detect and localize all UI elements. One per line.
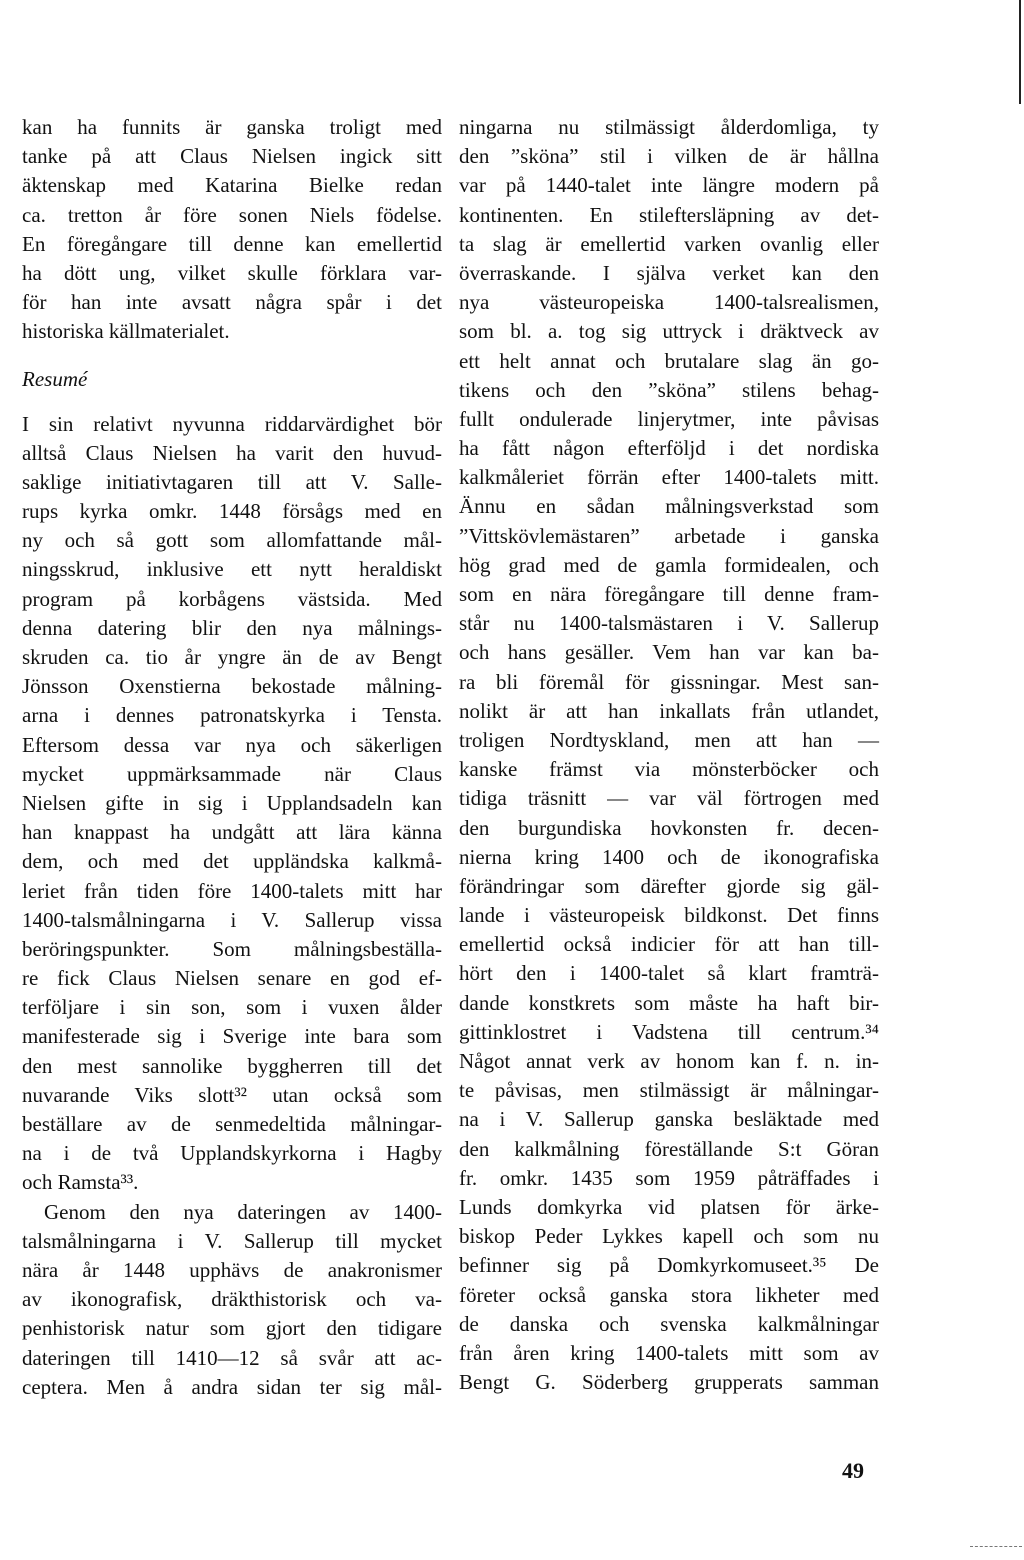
text-line: Bengt G. Söderberg grupperats samman xyxy=(459,1370,879,1395)
text-line: ta slag är emellertid varken ovanlig eller xyxy=(459,231,879,256)
text-line: av ikonografisk, dräkthistorisk och va- xyxy=(22,1287,442,1312)
text-line: nierna kring 1400 och de ikonografiska xyxy=(459,844,879,869)
text-line: från åren kring 1400-talets mitt som av xyxy=(459,1340,879,1365)
text-line: tanke på att Claus Nielsen ingick sitt xyxy=(22,144,442,169)
text-line: nuvarande Viks slott³² utan också som xyxy=(22,1082,442,1107)
text-line: står nu 1400-talsmästaren i V. Sallerup xyxy=(459,611,879,636)
text-line: nya västeuropeiska 1400-talsrealismen, xyxy=(459,290,879,315)
text-line: En föregångare till denne kan emellertid xyxy=(22,231,442,256)
text-line: ningarna nu stilmässigt ålderdomliga, ty xyxy=(459,115,879,139)
paragraph-resume xyxy=(22,410,442,1198)
text-line: dem, och med det uppländska kalkmå- xyxy=(22,849,442,874)
text-line: leriet från tiden före 1400-talets mitt har xyxy=(22,878,442,903)
text-line: den ”sköna” stil i vilken de är hållna xyxy=(459,144,879,169)
text-line: kan ha funnits är ganska troligt med xyxy=(22,115,442,139)
text-line: re fick Claus Nielsen senare en god ef- xyxy=(22,966,442,991)
text-line: gittinklostret i Vadstena till centrum.³⁴ xyxy=(459,1019,879,1044)
left-column xyxy=(22,113,442,1402)
text-line: fr. omkr. 1435 som 1959 påträffades i xyxy=(459,1165,879,1190)
text-line: ra bli föremål för gissningar. Mest san- xyxy=(459,669,879,694)
text-line: dateringen till 1410—12 så svår att ac- xyxy=(22,1345,442,1370)
text-line: som bl. a. tog sig uttryck i dräktveck av xyxy=(459,319,879,344)
text-line: denna datering blir den nya målnings- xyxy=(22,615,442,640)
text-line: ceptera. Men å andra sidan ter sig mål- xyxy=(22,1374,442,1399)
text-line: befinner sig på Domkyrkomuseet.³⁵ De xyxy=(459,1253,879,1278)
text-line: hög grad med de gamla formidealen, och xyxy=(459,552,879,577)
text-line: kalkmåleriet förrän efter 1400-talets mitt. xyxy=(459,465,879,490)
text-line: mycket uppmärksammade när Claus xyxy=(22,761,442,786)
text-line: Jönsson Oxenstierna bekostade målning- xyxy=(22,674,442,699)
text-line: som en nära föregångare till denne fram- xyxy=(459,582,879,606)
text-line: 1400-talsmålningarna i V. Sallerup vissa xyxy=(22,907,442,932)
text-line: ny och så gott som allomfattande mål- xyxy=(22,528,442,553)
text-line: talsmålningarna i V. Sallerup till mycket xyxy=(22,1228,442,1253)
text-line: den kalkmålning föreställande S:t Göran xyxy=(459,1136,879,1161)
text-line: de danska och svenska kalkmålningar xyxy=(459,1311,879,1336)
text-line: skruden ca. tio år yngre än de av Bengt xyxy=(22,645,442,669)
text-line: ha dött ung, vilket skulle förklara var- xyxy=(22,260,442,285)
text-line: penhistorisk natur som gjort den tidigare xyxy=(22,1316,442,1341)
text-line: var på 1440-talet inte längre modern på xyxy=(459,173,879,198)
text-line: och Ramsta³³. xyxy=(22,1170,139,1195)
page-edge-rule xyxy=(1019,0,1021,104)
text-line: lande i västeuropeisk bildkonst. Det finns xyxy=(459,903,879,928)
text-line: kanske främst via mönsterböcker och xyxy=(459,757,879,782)
text-line: företer också ganska stora likheter med xyxy=(459,1282,879,1307)
section-heading-resume: Resumé xyxy=(22,366,88,391)
text-line: Lunds domkyrka vid platsen för ärke- xyxy=(459,1194,879,1219)
text-line: han knappast ha undgått att lära känna xyxy=(22,820,442,845)
text-line: beställare av de senmedeltida målningar- xyxy=(22,1112,442,1136)
text-line: Ännu en sådan målningsverkstad som xyxy=(459,494,879,519)
text-line: na i V. Sallerup ganska besläktade med xyxy=(459,1107,879,1132)
right-column xyxy=(459,113,879,1397)
text-line: terföljare i sin son, som i vuxen ålder xyxy=(22,995,442,1020)
text-line: manifesterade sig i Sverige inte bara som xyxy=(22,1024,442,1049)
text-line: program på korbågens västsida. Med xyxy=(22,586,442,611)
text-line: för han inte avsatt några spår i det xyxy=(22,290,442,315)
text-line: fullt ondulerade linjerytmer, inte påvisas xyxy=(459,406,879,431)
text-line: emellertid också indicier för att han till- xyxy=(459,932,879,957)
text-line: ningsskrud, inklusive ett nytt heraldiskt xyxy=(22,557,442,582)
text-line: förändringar som därefter gjorde sig gäl- xyxy=(459,873,879,898)
text-line: nolikt är att han inkallats från utlandet, xyxy=(459,698,879,723)
text-line: tikens och den ”sköna” stilens behag- xyxy=(459,377,879,402)
text-line: troligen Nordtyskland, men att han — xyxy=(459,727,879,752)
text-line: I sin relativt nyvunna riddarvärdighet bör xyxy=(22,411,442,436)
text-line: Genom den nya dateringen av 1400- xyxy=(44,1199,442,1224)
text-line: alltså Claus Nielsen ha varit den huvud- xyxy=(22,440,442,465)
text-line: rups kyrka omkr. 1448 försågs med en xyxy=(22,499,442,524)
text-line: biskop Peder Lykkes kapell och som nu xyxy=(459,1224,879,1249)
text-line: äktenskap med Katarina Bielke redan xyxy=(22,173,442,198)
page-number: 49 xyxy=(842,1458,864,1483)
text-line: Nielsen gifte in sig i Upplandsadeln kan xyxy=(22,790,442,815)
text-line: den mest sannolike byggherren till det xyxy=(22,1053,442,1078)
text-line: Något annat verk av honom kan f. n. in- xyxy=(459,1049,879,1073)
text-line: historiska källmaterialet. xyxy=(22,319,230,344)
text-line: tidiga träsnitt — var väl förtrogen med xyxy=(459,786,879,811)
scan-artifact-mark xyxy=(970,1546,1022,1551)
paragraph-intro xyxy=(22,113,442,347)
text-line: ca. tretton år före sonen Niels födelse. xyxy=(22,202,442,227)
text-line: den burgundiska hovkonsten fr. decen- xyxy=(459,815,879,840)
text-line: beröringspunkter. Som målningsbeställa- xyxy=(22,936,442,961)
paragraph-dating xyxy=(22,1198,442,1402)
text-line: arna i dennes patronatskyrka i Tensta. xyxy=(22,703,442,728)
text-line: dande konstkrets som måste ha haft bir- xyxy=(459,990,879,1015)
text-line: och hans gesäller. Vem han var kan ba- xyxy=(459,640,879,665)
text-line: ett helt annat och brutalare slag än go- xyxy=(459,348,879,373)
text-line: te påvisas, men stilmässigt är målningar- xyxy=(459,1078,879,1103)
text-line: saklige initiativtagaren till att V. Salle- xyxy=(22,469,442,494)
text-line: ”Vittskövlemästaren” arbetade i ganska xyxy=(459,523,879,548)
text-line: na i de två Upplandskyrkorna i Hagby xyxy=(22,1141,442,1166)
text-line: Eftersom dessa var nya och säkerligen xyxy=(22,732,442,757)
text-line: hört den i 1400-talet så klart framträ- xyxy=(459,961,879,986)
text-line: kontinenten. En stileftersläpning av det- xyxy=(459,202,879,227)
text-line: ha fått någon efterföljd i det nordiska xyxy=(459,436,879,461)
text-line: överraskande. I själva verket kan den xyxy=(459,260,879,285)
text-line: nära år 1448 upphävs de anakronismer xyxy=(22,1257,442,1282)
